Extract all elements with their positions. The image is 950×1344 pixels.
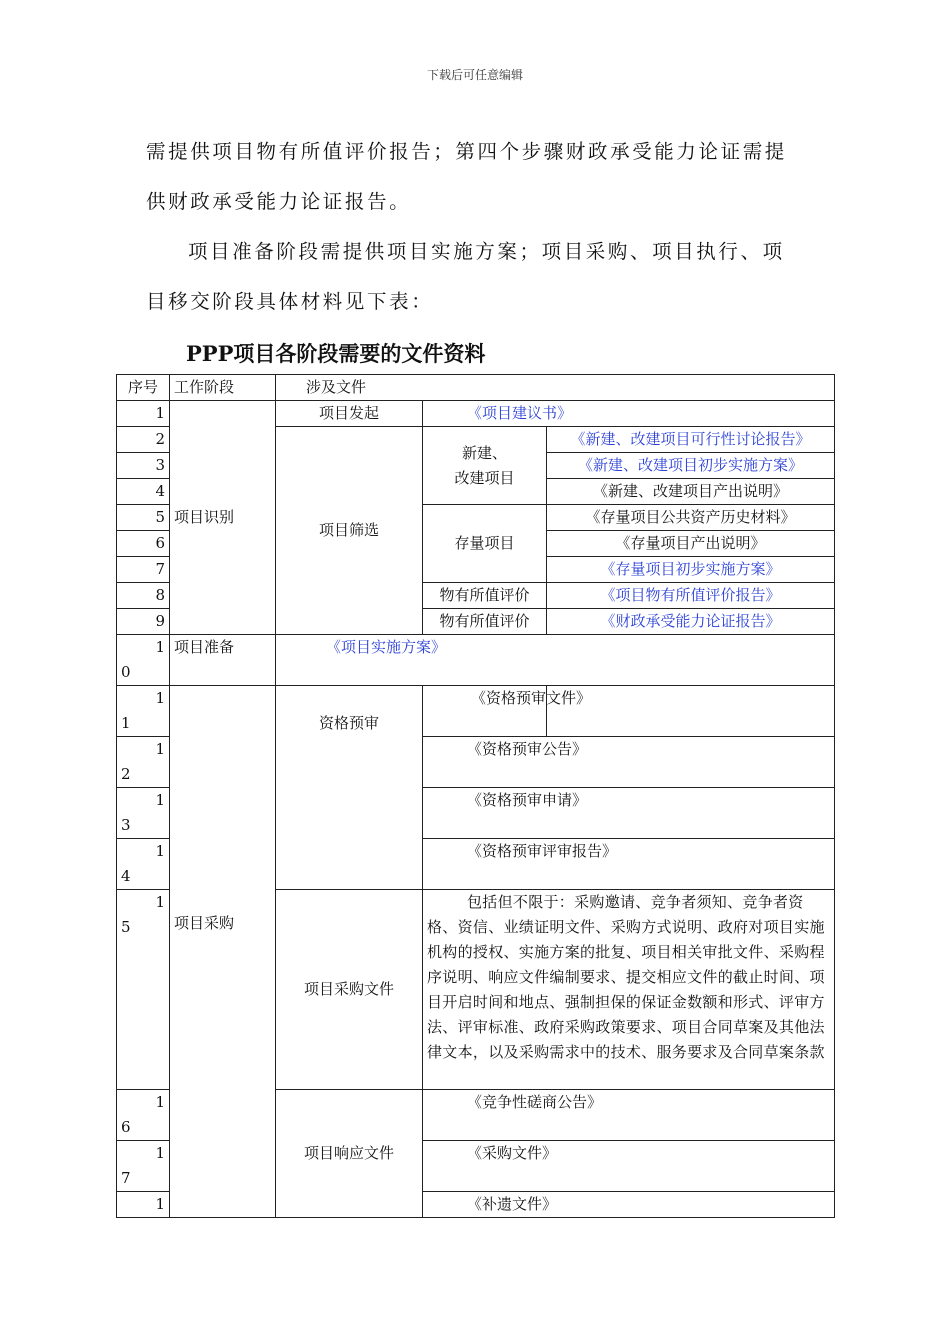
page-header: 下载后可任意编辑 [426,68,523,82]
seq-cell: 1 4 [117,839,170,890]
doc-link[interactable]: 《新建、改建项目初步实施方案》 [547,453,835,479]
seq-cell: 2 [117,427,170,453]
substage-initiate: 项目发起 [276,401,423,427]
substage-procure-docs: 项目采购文件 [276,890,423,1090]
header-seq: 序号 [117,375,170,401]
paragraph-1-line-2: 供财政承受能力论证报告。 [146,190,412,213]
table-row [117,401,835,427]
group-new-build: 新建、 改建项目 [423,427,547,505]
seq-cell: 1 6 [117,1090,170,1141]
seq-cell: 6 [117,531,170,557]
stage-procure: 项目采购 [170,686,276,1218]
seq-cell: 5 [117,505,170,531]
table-header-row [117,375,835,401]
seq-cell: 1 3 [117,788,170,839]
doc-text: 《竞争性磋商公告》 [423,1090,835,1141]
paragraph-2-line-2: 目移交阶段具体材料见下表： [146,290,434,313]
group-vfm: 物有所值评价 [423,583,547,609]
seq-cell: 1 [117,1192,170,1218]
seq-cell: 4 [117,479,170,505]
doc-link[interactable]: 《财政承受能力论证报告》 [547,609,835,635]
doc-text: 《补遗文件》 [423,1192,835,1218]
seq-cell: 1 2 [117,737,170,788]
doc-text-long: 包括但不限于：采购邀请、竞争者须知、竞争者资格、资信、业绩证明文件、采购方式说明、政府对项目实施机构的授权、实施方案的批复、项目相关审批文件、采购程序说明、响应文件编制要求、提交相应文件的截止时间、项目开启时间和地点、强制担保的保证金数额和形式、评审方法、评审标准、政府采购政策要求、项目合同草案及其他法律文本，以及采购需求中的技术、服务要求及合同草案条款 [423,890,835,1090]
substage-screen: 项目筛选 [276,427,423,635]
doc-text: 《资格预审评审报告》 [423,839,835,890]
stage-identify: 项目识别 [170,401,276,635]
table-title: PPP项目各阶段需要的文件资料 [186,341,486,366]
doc-link[interactable]: 《项目物有所值评价报告》 [547,583,835,609]
table-row [117,635,835,686]
doc-text: 《资格预审申请》 [423,788,835,839]
stage-prepare: 项目准备 [170,635,276,686]
doc-text: 《资格预审公告》 [423,737,835,788]
doc-text: 《采购文件》 [423,1141,835,1192]
header-docs: 涉及文件 [276,375,835,401]
seq-cell: 1 7 [117,1141,170,1192]
table-row [117,686,835,737]
seq-cell: 1 0 [117,635,170,686]
seq-cell: 3 [117,453,170,479]
doc-text: 《新建、改建项目产出说明》 [547,479,835,505]
paragraph-2-line-1: 项目准备阶段需提供项目实施方案；项目采购、项目执行、项 [188,240,785,263]
doc-text: 《存量项目产出说明》 [547,531,835,557]
doc-link[interactable]: 《项目实施方案》 [276,635,835,686]
group-vfm: 物有所值评价 [423,609,547,635]
seq-cell: 9 [117,609,170,635]
seq-cell: 1 1 [117,686,170,737]
paragraph-2 [146,227,816,327]
substage-prequal: 资格预审 [276,686,423,890]
doc-link[interactable]: 《存量项目初步实施方案》 [547,557,835,583]
header-stage: 工作阶段 [170,375,276,401]
group-existing: 存量项目 [423,505,547,583]
seq-cell: 1 5 [117,890,170,1090]
doc-link[interactable]: 《项目建议书》 [423,401,835,427]
doc-link[interactable]: 《新建、改建项目可行性讨论报告》 [547,427,835,453]
doc-text: 《存量项目公共资产历史材料》 [547,505,835,531]
seq-cell: 7 [117,557,170,583]
seq-cell: 8 [117,583,170,609]
paragraph-1-line-1: 需提供项目物有所值评价报告；第四个步骤财政承受能力论证需提 [146,140,787,163]
seq-cell: 1 [117,401,170,427]
doc-text: 《资格预审文件》 [547,686,835,737]
document-table [116,374,835,1218]
substage-response-docs: 项目响应文件 [276,1090,423,1218]
paragraph-1 [146,127,816,227]
